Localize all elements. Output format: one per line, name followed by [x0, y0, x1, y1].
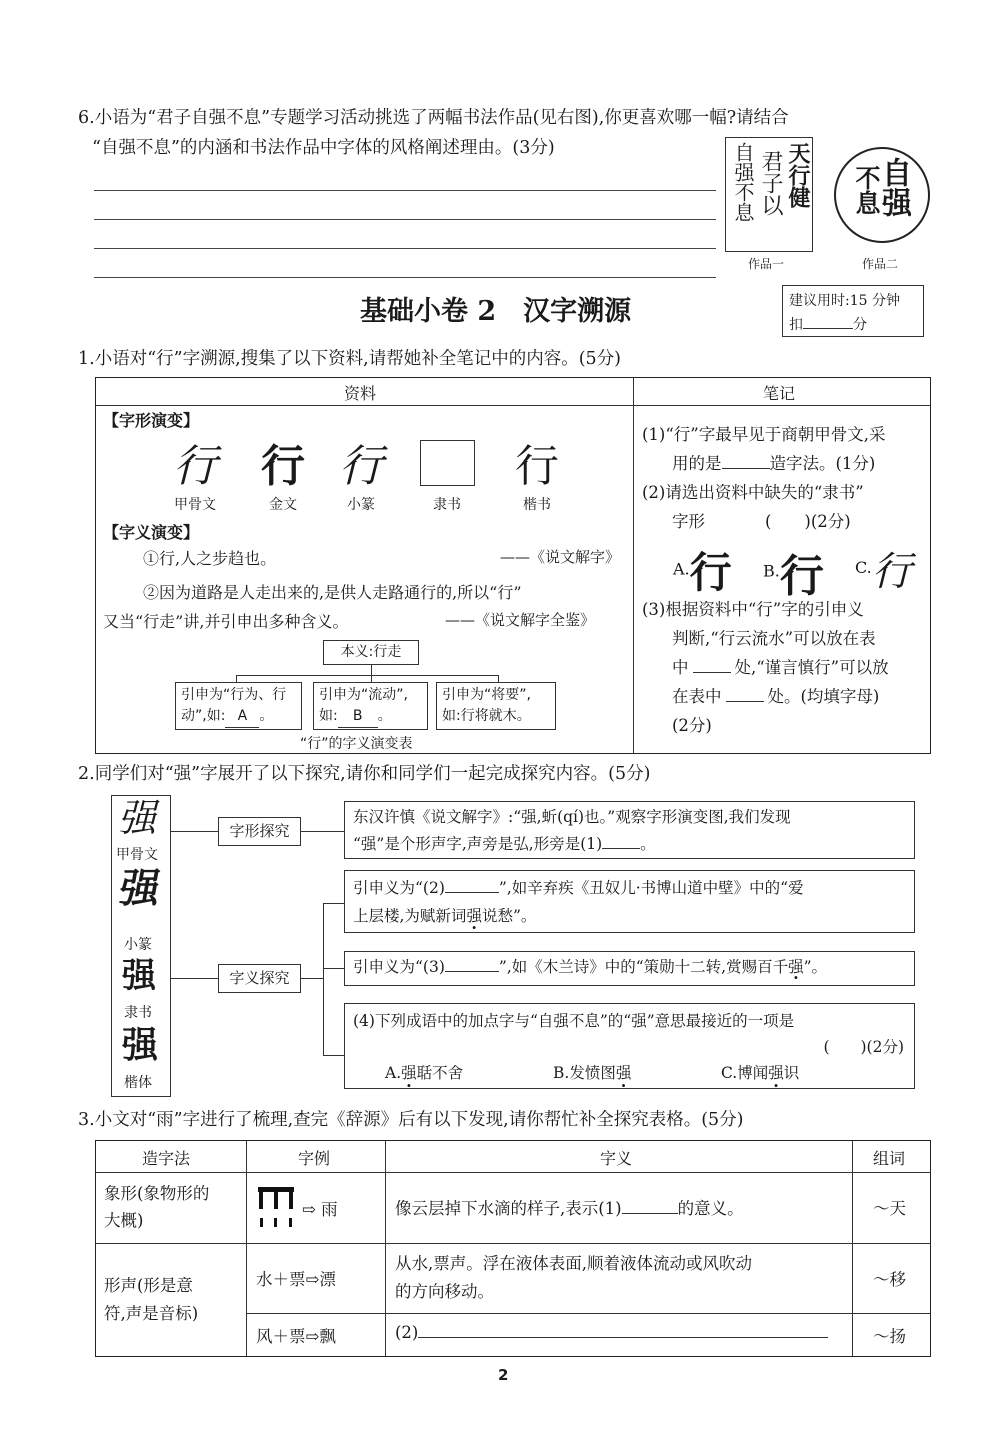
answer-line[interactable]: [94, 219, 716, 220]
r2-meaning: 从水,票声。浮在液体表面,顺着液体流动或风吹动 的方向移动。: [395, 1254, 752, 1301]
r3-meaning: (2): [395, 1323, 828, 1342]
work2-text2: 不息: [852, 165, 881, 215]
q1-stem: 1.小语对“行”字溯源,搜集了以下资料,请帮她补全笔记中的内容。(5分): [78, 349, 622, 369]
table-caption: “行”的字义演变表: [300, 736, 413, 752]
glyph-label-1: 甲骨文: [174, 497, 216, 513]
work1-label: 作品一: [748, 257, 785, 271]
note3-blank-2[interactable]: [726, 701, 764, 702]
deduct-suffix: 分: [853, 317, 867, 333]
r3-word: ～扬: [873, 1327, 906, 1346]
r2-example: 水＋票⇨漂: [256, 1270, 336, 1289]
quote2b: 又当“行走”讲,并引申出多种含义。: [103, 612, 349, 631]
notes-column: (1)“行”字最早见于商朝甲骨文,采 用的是 造字法。(1分) (2)请选出资料中缺失的“隶书” 字形 ( )(2分): [642, 420, 927, 536]
tree-root: 本义:行走: [323, 640, 419, 665]
m3-text: (4)下列成语中的加点字与“自强不息”的“强”意思最接近的一项是: [353, 1012, 795, 1030]
work1-col2: 君子以: [758, 150, 783, 216]
glyph-1: 行: [173, 441, 217, 492]
node-form: 字形探究: [218, 817, 301, 846]
option-b[interactable]: B.行: [763, 551, 824, 602]
q2-option-a[interactable]: A.强聒不舍: [385, 1064, 464, 1082]
r3-example: 风＋票⇨飘: [256, 1327, 336, 1346]
glyph-label-5: 楷书: [523, 497, 551, 513]
q2-option-c[interactable]: C.博闻强识: [721, 1064, 800, 1082]
rain-pictograph-icon: [256, 1184, 300, 1232]
glyph-label-3: 小篆: [347, 497, 375, 513]
blank-b: B: [338, 706, 378, 728]
calligraphy-work-2: [834, 147, 930, 243]
m2-blank[interactable]: [445, 971, 499, 972]
r1-word: ～天: [873, 1199, 906, 1218]
note2-paren[interactable]: ( )(2分): [765, 512, 851, 531]
deduct-row[interactable]: [789, 314, 867, 334]
note1-blank[interactable]: [722, 468, 770, 469]
q6-line2: “自强不息”的内涵和书法作品中字体的风格阐述理由。(3分): [92, 138, 555, 158]
tree-branch-a: 引申为“行为、行 动”,如: A 。: [175, 682, 302, 730]
quote2-source: ——《说文解字全鉴》: [445, 611, 596, 629]
meaning-box-2: 引申义为“(3) ”,如《木兰诗》中的“策勋十二转,赏赐百千强”。: [344, 951, 915, 986]
r1-meaning: 像云层掉下水滴的样子,表示(1) 的意义。: [395, 1199, 744, 1218]
r2-word: ～移: [873, 1270, 906, 1289]
glyph-label-2: 金文: [269, 497, 297, 513]
meaning-heading: 【字义演变】: [103, 523, 200, 542]
tree-branch-c: 引申为“将要”, 如:行将就木。: [436, 682, 556, 730]
answer-line[interactable]: [94, 277, 716, 278]
option-b-glyph: 行: [779, 551, 824, 602]
q2-option-b[interactable]: B.发愤图强: [553, 1064, 632, 1082]
page-number: 2: [498, 1366, 509, 1384]
form-heading: 【字形演变】: [103, 411, 200, 430]
meaning-box-1: 引申义为“(2) ”,如辛弃疾《丑奴儿·书博山道中壁》中的“爱 上层楼,为赋新词强说愁”。: [344, 870, 915, 933]
qiang-seal-glyph: 强: [115, 865, 165, 912]
qiang-regular-glyph: 强: [122, 1024, 159, 1066]
blank-a: A: [225, 706, 259, 728]
answer-line[interactable]: [94, 190, 716, 191]
m3-paren[interactable]: ( )(2分): [823, 1038, 904, 1056]
q3-header-example: 字例: [298, 1149, 331, 1168]
label-oracle: 甲骨文: [116, 847, 158, 863]
form-text1: 东汉许慎《说文解字》:“强,蚚(qí)也。”观察字形演变图,我们发现: [353, 808, 791, 826]
r1-method: 象形(象物形的 大概): [104, 1184, 210, 1230]
option-a[interactable]: A.行: [673, 548, 732, 597]
form-box: 东汉许慎《说文解字》:“强,蚚(qí)也。”观察字形演变图,我们发现 “强”是个形声字,声旁是弘,形旁是(1) 。: [344, 801, 915, 859]
q3-header-method: 造字法: [142, 1149, 191, 1168]
r3-blank[interactable]: [418, 1337, 828, 1338]
label-seal: 小篆: [124, 937, 152, 953]
label-clerical: 隶书: [124, 1005, 152, 1021]
note2a: (2)请选出资料中缺失的“隶书”: [642, 483, 864, 502]
note3: (3)根据资料中“行”字的引申义 判断,“行云流水”可以放在表 中 处,“谨言慎行”可以放 在表中 处。(均填字母) (2分): [642, 600, 889, 735]
page-title: 基础小卷 2 汉字溯源: [360, 296, 632, 327]
q3-header-words: 组词: [873, 1149, 906, 1168]
quote1-source: ——《说文解字》: [500, 548, 621, 566]
glyph-5: 行: [515, 441, 559, 492]
work1-col1: 天行健: [785, 142, 811, 208]
calligraphy-work-1: [725, 137, 813, 252]
r2-method: 形声(形是意 符,声是音标): [104, 1276, 199, 1323]
quote2a: ②因为道路是人走出来的,是供人走路通行的,所以“行”: [143, 583, 522, 602]
note3-blank-1[interactable]: [693, 672, 731, 673]
note1a: (1)“行”字最早见于商朝甲骨文,采: [642, 425, 886, 444]
tree-branch-b: 引申为“流动”, 如: B 。: [313, 682, 428, 730]
q6-line1: 6.小语为“君子自强不息”专题学习活动挑选了两幅书法作品(见右图),你更喜欢哪一幅?请结合: [78, 108, 789, 128]
deduct-prefix: 扣: [789, 317, 803, 333]
form-blank[interactable]: [602, 848, 640, 849]
work2-label: 作品二: [862, 257, 899, 271]
time-hint: 建议用时:15 分钟: [789, 293, 900, 309]
r1-example: ⇨ 雨: [302, 1200, 338, 1219]
meaning-box-3: [344, 1003, 915, 1089]
col-material: 资料: [344, 384, 377, 403]
qiang-evolution-panel: [111, 795, 171, 1097]
label-regular: 楷体: [124, 1075, 152, 1091]
glyph-3: 行: [339, 441, 383, 492]
answer-line[interactable]: [94, 248, 716, 249]
glyph-2: 行: [261, 441, 305, 492]
q2-stem: 2.同学们对“强”字展开了以下探究,请你和同学们一起完成探究内容。(5分): [78, 764, 651, 784]
qiang-oracle-glyph: 强: [118, 796, 157, 840]
option-c[interactable]: C.行: [855, 549, 912, 595]
option-c-glyph: 行: [871, 549, 912, 595]
glyph-label-4: 隶书: [433, 497, 461, 513]
r1-blank[interactable]: [622, 1213, 678, 1214]
work2-text1: 自强: [876, 157, 911, 217]
missing-glyph-box[interactable]: [420, 440, 475, 486]
time-box: [782, 285, 924, 337]
node-meaning: 字义探究: [218, 964, 301, 993]
col-notes: 笔记: [763, 384, 796, 403]
q3-header-meaning: 字义: [600, 1149, 633, 1168]
work1-col3: 自强不息: [731, 142, 755, 222]
option-a-glyph: 行: [689, 548, 732, 597]
quote1: ①行,人之步趋也。: [143, 549, 277, 568]
qiang-clerical-glyph: 强: [122, 956, 156, 996]
m1-blank[interactable]: [445, 892, 499, 893]
q3-stem: 3.小文对“雨”字进行了梳理,查完《辞源》后有以下发现,请你帮忙补全探究表格。(5分): [78, 1110, 744, 1130]
